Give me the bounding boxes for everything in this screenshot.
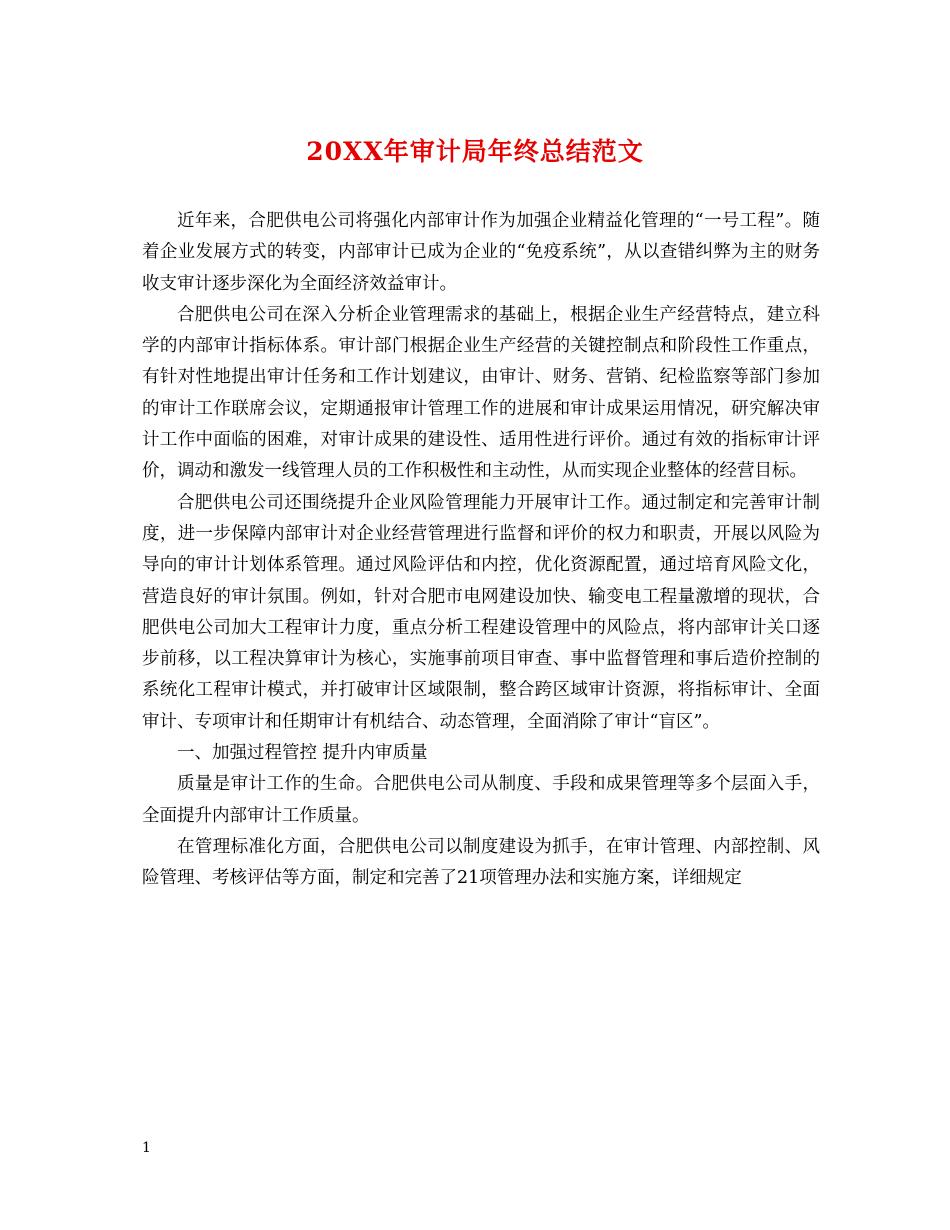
paragraph: 在管理标准化方面，合肥供电公司以制度建设为抓手，在审计管理、内部控制、风险管理、考核评估等方面，制定和完善了21项管理办法和实施方案，详细规定 <box>142 836 820 889</box>
paragraph: 近年来，合肥供电公司将强化内部审计作为加强企业精益化管理的“一号工程”。随着企业发展方式的转变，内部审计已成为企业的“免疫系统”，从以查错纠弊为主的财务收支审计逐步深化为全面经济效益审计。 <box>142 211 820 294</box>
paragraph: 合肥供电公司在深入分析企业管理需求的基础上，根据企业生产经营特点，建立科学的内部审计指标体系。审计部门根据企业生产经营的关键控制点和阶段性工作重点，有针对性地提出审计任务和工作计划建议，由审计、财务、营销、纪检监察等部门参加的审计工作联席会议，定期通报审计管理工作的进展和审计成果运用情况，研究解决审计工作中面临的困难，对审计成果的建设性、适用性进行评价。通过有效的指标审计评价，调动和激发一线管理人员的工作积极性和主动性，从而实现企业整体的经营目标。 <box>142 304 820 482</box>
section-heading: 一、加强过程管控 提升内审质量 <box>177 743 428 764</box>
paragraph: 合肥供电公司还围绕提升企业风险管理能力开展审计工作。通过制定和完善审计制度，进一步保障内部审计对企业经营管理进行监督和评价的权力和职责，开展以风险为导向的审计计划体系管理。通过风险评估和内控，优化资源配置，通过培育风险文化，营造良好的审计氛围。例如，针对合肥市电网建设加快、输变电工程量激增的现状，合肥供电公司加大工程审计力度，重点分析工程建设管理中的风险点，将内部审计关口逐步前移，以工程决算审计为核心，实施事前项目审查、事中监督管理和事后造价控制的系统化工程审计模式，并打破审计区域限制，整合跨区域审计资源，将指标审计、全面审计、专项审计和任期审计有机结合、动态管理，全面消除了审计“盲区”。 <box>142 492 820 732</box>
page-number: 1 <box>142 1140 151 1156</box>
document-title: 20XX年审计局年终总结范文 <box>306 137 644 166</box>
paragraph: 质量是审计工作的生命。合肥供电公司从制度、手段和成果管理等多个层面入手，全面提升内部审计工作质量。 <box>142 774 820 826</box>
document-body <box>142 206 820 895</box>
